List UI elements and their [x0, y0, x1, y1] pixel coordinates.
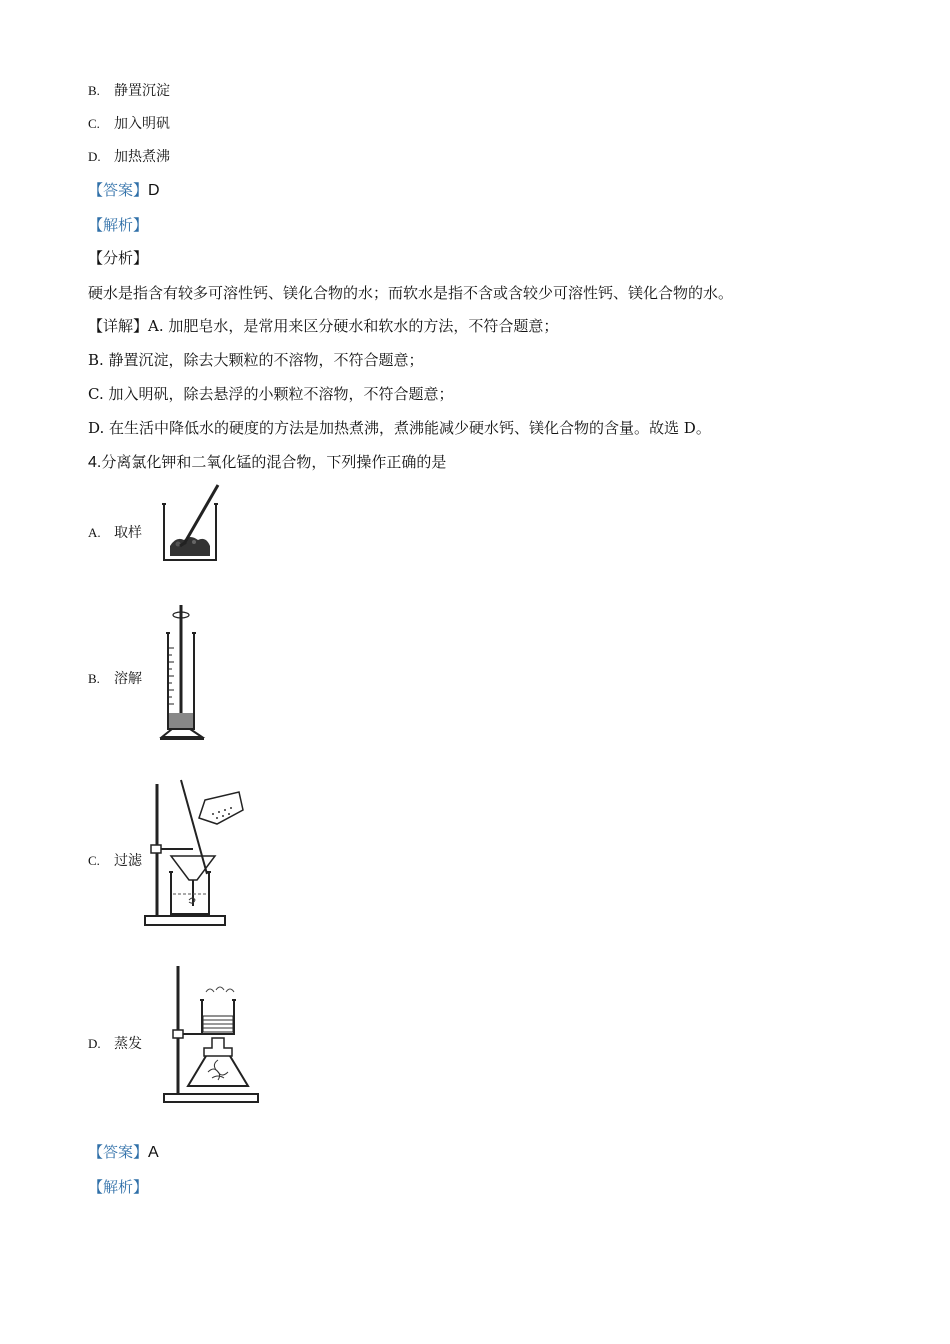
- detail-text: A. 加肥皂水，是常用来区分硬水和软水的方法，不符合题意；: [148, 317, 559, 335]
- option-text: 取样: [114, 525, 142, 541]
- detail-line-4: D. 在生活中降低水的硬度的方法是加热煮沸，煮沸能减少硬水钙、镁化合物的含量。故选 D。: [88, 419, 711, 437]
- option-letter: B.: [88, 671, 100, 686]
- q3-option-b: [88, 81, 170, 101]
- filtration-figure: [143, 776, 247, 928]
- answer-q3: [88, 180, 160, 201]
- answer-value: D: [148, 182, 160, 199]
- q4-option-c: [88, 851, 142, 871]
- option-letter: C.: [88, 116, 100, 131]
- option-letter: C.: [88, 853, 100, 868]
- option-letter: A.: [88, 525, 101, 540]
- analysis-label: 【解析】: [88, 216, 149, 234]
- detail-line-1: [88, 316, 558, 336]
- detail-line-3: C. 加入明矾，除去悬浮的小颗粒不溶物，不符合题意；: [88, 385, 454, 403]
- answer-q4: [88, 1142, 159, 1163]
- answer-label: 【答案】: [88, 1143, 149, 1161]
- analysis-label: 【解析】: [88, 1178, 149, 1196]
- fenxi-heading: [88, 248, 148, 268]
- analysis-q3: [88, 215, 148, 235]
- evaporation-figure: [162, 964, 262, 1106]
- q4-option-b: [88, 669, 142, 689]
- detail-label: 【详解】: [88, 317, 149, 335]
- option-letter: D.: [88, 1036, 101, 1051]
- answer-value: A: [148, 1144, 159, 1161]
- option-letter: D.: [88, 149, 101, 164]
- option-text: 加入明矾: [114, 116, 170, 132]
- analysis-q4: [88, 1177, 148, 1197]
- q3-option-d: [88, 147, 170, 167]
- option-letter: B.: [88, 83, 100, 98]
- option-text: 静置沉淀: [114, 83, 170, 99]
- q4-stem-text: 分离氯化钾和二氧化锰的混合物，下列操作正确的是: [101, 453, 447, 471]
- q4-option-a: [88, 523, 142, 543]
- option-text: 过滤: [114, 853, 142, 869]
- q4-option-d: [88, 1034, 142, 1054]
- detail-line-2: B. 静置沉淀，除去大颗粒的不溶物，不符合题意；: [88, 351, 424, 369]
- option-text: 溶解: [114, 671, 142, 687]
- option-text: 蒸发: [114, 1036, 142, 1052]
- q4-stem: [88, 452, 446, 473]
- beaker-with-spatula-figure: [158, 482, 228, 566]
- graduated-cylinder-figure: [158, 603, 208, 743]
- fenxi-label: 【分析】: [88, 249, 149, 267]
- answer-label: 【答案】: [88, 181, 149, 199]
- option-text: 加热煮沸: [114, 149, 170, 165]
- fenxi-text: 硬水是指含有较多可溶性钙、镁化合物的水；而软水是指不含或含较少可溶性钙、镁化合物的水。: [88, 284, 734, 302]
- q4-number: 4.: [88, 454, 102, 471]
- q3-option-c: [88, 114, 170, 134]
